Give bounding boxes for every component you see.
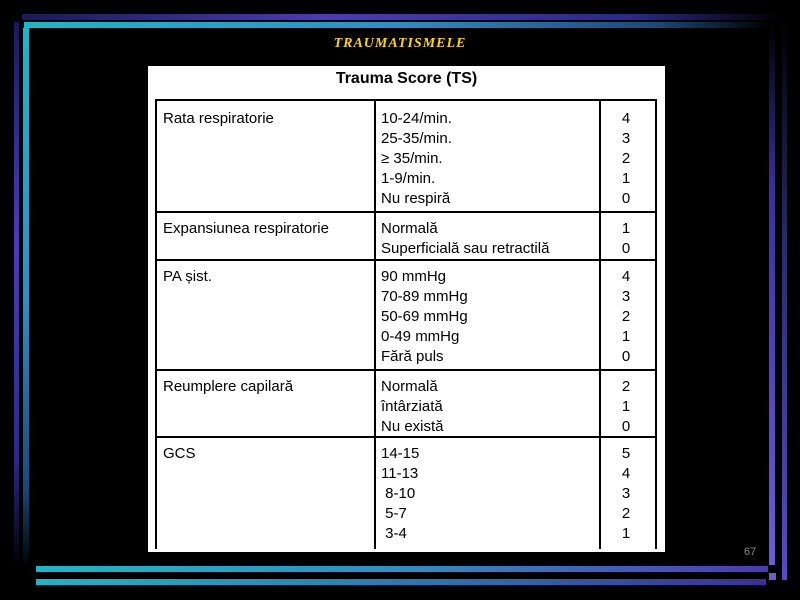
frame-bar-left-outer — [14, 22, 19, 567]
score-value: 0 — [621, 240, 631, 257]
table-row-systolic-bp — [155, 263, 657, 369]
score-value: 1 — [621, 170, 631, 187]
table-row-divider-3 — [155, 369, 657, 371]
option-list — [381, 109, 452, 209]
page-number: 67 — [744, 546, 757, 558]
score-value: 2 — [621, 505, 631, 522]
score-list — [601, 219, 651, 259]
table-row-divider-1 — [155, 211, 657, 213]
option-value: Nu respiră — [381, 190, 451, 207]
frame-bar-top-inner — [24, 22, 769, 28]
frame-bar-right-outer — [782, 20, 787, 580]
option-list — [381, 377, 444, 437]
option-value: Normală — [381, 220, 438, 237]
score-value: 4 — [621, 110, 631, 127]
score-value: 4 — [621, 268, 631, 285]
option-value: 11-13 — [381, 465, 419, 482]
score-value: 1 — [621, 220, 631, 237]
option-value: Nu există — [381, 418, 444, 435]
score-value: 2 — [621, 308, 631, 325]
option-value: 25-35/min. — [381, 130, 452, 147]
table-row-capillary-refill — [155, 373, 657, 436]
option-value: Normală — [381, 378, 438, 395]
score-list — [601, 444, 651, 544]
score-list — [601, 377, 651, 437]
score-value: 1 — [621, 525, 631, 542]
option-value: 10-24/min. — [381, 110, 452, 127]
table-border-top — [155, 99, 657, 101]
slide-title: TRAUMATISMELE — [333, 36, 467, 51]
parameter-label: Reumplere capilară — [163, 378, 294, 395]
option-value: întârziată — [381, 398, 443, 415]
table-row-respiratory-expansion — [155, 215, 657, 259]
option-value: 8-10 — [381, 485, 416, 502]
parameter-label: PA șist. — [163, 268, 212, 285]
score-value: 1 — [621, 328, 631, 345]
table-row-respiratory-rate — [155, 105, 657, 211]
option-value: 50-69 mmHg — [381, 308, 468, 325]
table-row-gcs — [155, 440, 657, 546]
trauma-score-table — [155, 99, 657, 549]
frame-corner-square — [769, 573, 776, 580]
score-value: 2 — [621, 150, 631, 167]
score-value: 2 — [621, 378, 631, 395]
option-value: ≥ 35/min. — [381, 150, 443, 167]
frame-bar-left-inner — [23, 28, 29, 568]
option-list — [381, 219, 549, 259]
frame-bar-bottom-outer — [36, 579, 766, 585]
option-value: 90 mmHg — [381, 268, 447, 285]
option-value: Fără puls — [381, 348, 444, 365]
score-value: 3 — [621, 130, 631, 147]
frame-bar-right-inner — [769, 25, 775, 565]
option-value: 70-89 mmHg — [381, 288, 468, 305]
score-value: 0 — [621, 418, 631, 435]
score-value: 3 — [621, 288, 631, 305]
option-value: 5-7 — [381, 505, 407, 522]
table-heading: Trauma Score (TS) — [335, 70, 478, 87]
score-value: 0 — [621, 348, 631, 365]
parameter-label: Rata respiratorie — [163, 110, 274, 127]
score-list — [601, 109, 651, 209]
frame-bar-bottom-inner — [36, 566, 768, 572]
table-row-divider-2 — [155, 259, 657, 261]
frame-bar-top-outer — [22, 14, 782, 20]
score-value: 3 — [621, 485, 631, 502]
score-value: 5 — [621, 445, 631, 462]
option-value: 14-15 — [381, 445, 420, 462]
parameter-label: Expansiunea respiratorie — [163, 220, 329, 237]
option-list — [381, 267, 468, 367]
score-value: 1 — [621, 398, 631, 415]
trauma-score-table-image — [148, 66, 665, 552]
score-value: 4 — [621, 465, 631, 482]
parameter-label: GCS — [163, 445, 196, 462]
option-value: Superficială sau retractilă — [381, 240, 550, 257]
option-value: 1-9/min. — [381, 170, 436, 187]
score-value: 0 — [621, 190, 631, 207]
option-value: 3-4 — [381, 525, 407, 542]
option-list — [381, 444, 419, 544]
option-value: 0-49 mmHg — [381, 328, 460, 345]
score-list — [601, 267, 651, 367]
